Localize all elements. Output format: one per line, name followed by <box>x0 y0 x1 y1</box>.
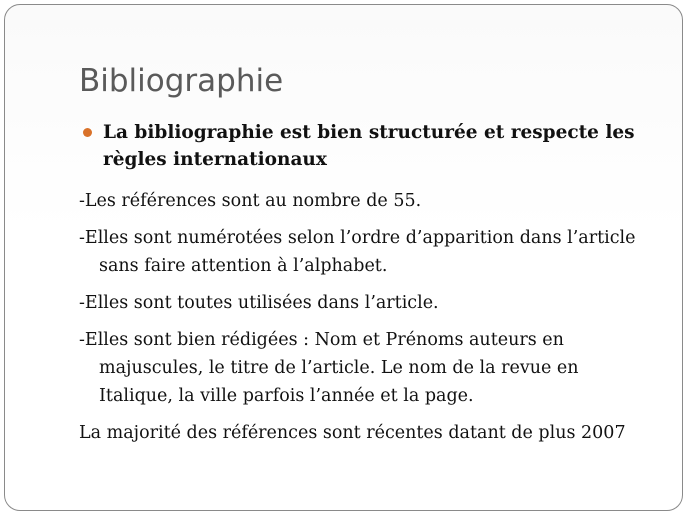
paragraph-numbering <box>79 224 659 280</box>
slide-title: Bibliographie <box>79 63 284 99</box>
paragraph-line-continued: sans faire attention à l’alphabet. <box>99 256 388 276</box>
bullet-line-2: règles internationaux <box>103 149 327 170</box>
paragraph-line: -Elles sont toutes utilisées dans l’article. <box>79 293 439 313</box>
paragraph-usage <box>79 289 659 317</box>
paragraph-line: La majorité des références sont récentes datant de plus 2007 <box>79 423 626 443</box>
paragraph-line: -Elles sont numérotées selon l’ordre d’apparition dans l’article <box>79 228 636 248</box>
bullet-item <box>79 119 659 173</box>
paragraph-line-continued: majuscules, le titre de l’article. Le nom de la revue en <box>99 358 579 378</box>
slide-frame <box>4 4 683 511</box>
paragraph-reference-count <box>79 187 659 215</box>
slide-content <box>79 119 659 447</box>
paragraph-line: -Les références sont au nombre de 55. <box>79 191 422 211</box>
paragraph-line: -Elles sont bien rédigées : Nom et Prénoms auteurs en <box>79 330 564 350</box>
bullet-dot-icon <box>83 128 92 137</box>
paragraph-recency <box>79 419 659 447</box>
paragraph-line-continued: Italique, la ville parfois l’année et la page. <box>99 386 474 406</box>
paragraph-formatting <box>79 326 659 410</box>
bullet-line-1: La bibliographie est bien structurée et respecte les <box>103 122 635 143</box>
